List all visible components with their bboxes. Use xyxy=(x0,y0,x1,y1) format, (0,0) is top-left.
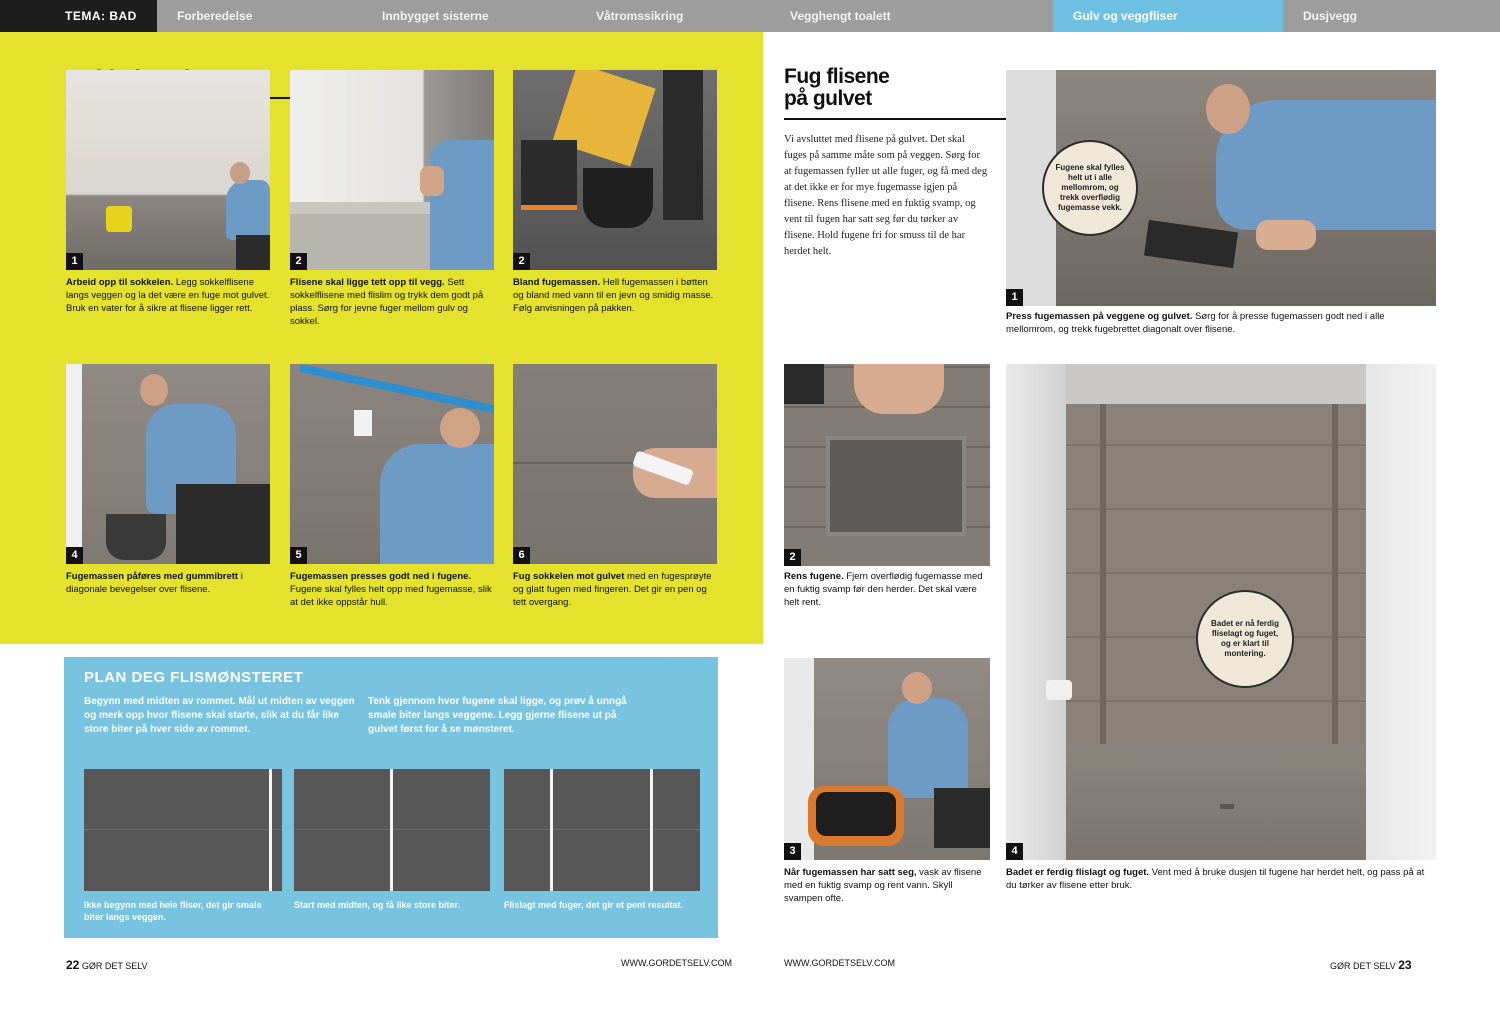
magazine-name-left: GØR DET SELV xyxy=(81,961,148,971)
page-number-right: 23 xyxy=(1398,958,1412,972)
step-r2-caption xyxy=(784,570,990,630)
step-6-caption-lead: Fug sokkelen mot gulvet xyxy=(513,571,625,582)
tile-sample-2 xyxy=(294,769,490,891)
step-2-caption-lead: Flisene skal ligge tett opp til vegg. xyxy=(290,277,445,288)
step-r4-caption-lead: Badet er ferdig flislagt og fuget. xyxy=(1006,867,1150,878)
right-heading-line-1: Fug flisene xyxy=(784,65,890,88)
footer-url-right[interactable]: WWW.GORDETSELV.COM xyxy=(784,958,896,968)
nav-tab-forberedelse[interactable]: Forberedelse xyxy=(177,9,253,23)
tile-sample-1 xyxy=(84,769,282,891)
tile-pattern-info-box xyxy=(64,657,718,938)
step-2-photo xyxy=(290,70,494,270)
step-3-caption xyxy=(513,276,717,336)
step-r4-number: 4 xyxy=(1006,843,1023,860)
intro-paragraph: Vi avsluttet med flisene på gulvet. Det skal fuges på samme måte som på veggen. Sørg for at fugemassen fyller ut alle fuger, og få med deg at det ikke er for mye fugemasse igjen på flisene. Rens flisene med en fuktig svamp, og vent til fugen har satt seg før du tørker av flisene. Hold fugene fri for smuss til de har herdet helt. xyxy=(784,134,988,257)
tip-bubble-2: Badet er nå ferdig fliselagt og fuget, og er klart til montering. xyxy=(1196,590,1294,688)
step-r2-caption-lead: Rens fugene. xyxy=(784,571,844,582)
step-r2-photo xyxy=(784,364,990,566)
nav-tab-dusjvegg[interactable]: Dusjvegg xyxy=(1303,9,1358,23)
page-number-left: 22 xyxy=(66,958,80,972)
step-r1-caption-text: Sørg for å presse fugemassen godt ned i alle mellomrom, og trekk fugebrettet diagonalt over flisene. xyxy=(1006,311,1385,335)
step-4-caption xyxy=(66,570,270,616)
magazine-name-right: GØR DET SELV xyxy=(1330,961,1396,971)
nav-tab-sisterne[interactable]: Innbygget sisterne xyxy=(382,9,489,23)
footer-left xyxy=(66,958,148,972)
step-4-caption-text: i diagonale bevegelser over flisene. xyxy=(66,571,243,595)
step-3-caption-lead: Bland fugemassen. xyxy=(513,277,601,288)
step-3-photo xyxy=(513,70,717,270)
footer-right xyxy=(1330,958,1412,972)
step-r1-caption-lead: Press fugemassen på veggene og gulvet. xyxy=(1006,311,1193,322)
nav-tab-fliser-active[interactable]: Gulv og veggfliser xyxy=(1053,0,1283,32)
step-1-caption-lead: Arbeid opp til sokkelen. xyxy=(66,277,174,288)
footer-url-left[interactable]: WWW.GORDETSELV.COM xyxy=(621,958,733,968)
step-r3-caption-lead: Når fugemassen har satt seg, xyxy=(784,867,917,878)
right-heading-underline xyxy=(784,118,1006,120)
step-r4-caption xyxy=(1006,866,1436,912)
info-box-text-col-2: Tenk gjennom hvor fugene skal ligge, og prøv å unngå smale biter langs veggene. Legg gjerne flisene ut på gulvet først for å se mønsteret. xyxy=(368,696,627,735)
info-box-text-col-1: Begynn med midten av rommet. Mål ut midten av veggen og merk opp hvor flisene skal starte, slik at du får like store biter på hver side av rommet. xyxy=(84,696,355,735)
step-1-caption xyxy=(66,276,270,336)
step-2-caption xyxy=(290,276,494,336)
step-6-photo xyxy=(513,364,717,564)
nav-tab-vatromssikring[interactable]: Våtromssikring xyxy=(596,9,684,23)
step-r2-number: 2 xyxy=(784,549,801,566)
step-4-caption-lead: Fugemassen påføres med gummibrett xyxy=(66,571,239,582)
right-heading-line-2: på gulvet xyxy=(784,87,872,110)
tile-sample-3 xyxy=(504,769,700,891)
info-box-title: PLAN DEG FLISMØNSTERET xyxy=(84,669,304,686)
step-r3-caption xyxy=(784,866,990,926)
step-5-photo xyxy=(290,364,494,564)
step-6-number: 6 xyxy=(513,547,530,564)
step-3-number: 2 xyxy=(513,253,530,270)
step-r3-photo xyxy=(784,658,990,860)
step-2-caption-text: Sett sokkelflisene med flislim og trykk dem godt på plass. Sørg for jevne fuger mellom gulv og sokkel. xyxy=(290,277,484,327)
step-4-number: 4 xyxy=(66,547,83,564)
step-r2-caption-text: Fjern overflødig fugemasse med en fuktig svamp før den herder. Det skal være helt rent. xyxy=(784,571,983,608)
step-r3-caption-text: vask av flisene med en fuktig svamp og rent vann. Skyll svampen ofte. xyxy=(784,867,982,904)
tip-bubble-1: Fugene skal fylles helt ut i alle mellomrom, og trekk overflødig fugemasse vekk. xyxy=(1042,140,1138,236)
step-5-number: 5 xyxy=(290,547,307,564)
step-r1-caption xyxy=(1006,310,1436,350)
step-r1-number: 1 xyxy=(1006,289,1023,306)
nav-tab-vegghengt-toalett[interactable]: Vegghengt toalett xyxy=(790,9,891,23)
step-5-caption-text: Fugene skal fylles helt opp med fugemasse, slik at det ikke oppstår hull. xyxy=(290,584,492,608)
step-5-caption-lead: Fugemassen presses godt ned i fugene. xyxy=(290,571,472,582)
nav-section-brand: TEMA: BAD xyxy=(0,0,157,32)
step-5-caption xyxy=(290,570,494,616)
step-3-caption-text: Hell fugemassen i bøtten og bland med vann til en jevn og smidig masse. Følg anvisningen på pakken. xyxy=(513,277,714,314)
step-r4-caption-text: Vent med å bruke dusjen til fugene har herdet helt, og pass på at du tørker av flisene etter bruk. xyxy=(1006,867,1425,891)
step-6-caption-text: med en fugesprøyte og glatt fugen med fingeren. Det gir en pen og tett overgang. xyxy=(513,571,712,608)
step-1-caption-text: Legg sokkelflisene langs veggen og la det være en fuge mot gulvet. Bruk en vater for å sikre at flisene ligger rett. xyxy=(66,277,270,314)
step-1-photo xyxy=(66,70,270,270)
right-heading xyxy=(784,66,984,110)
step-6-caption xyxy=(513,570,717,616)
tile-sample-2-caption: Start med midten, og få like store biter. xyxy=(294,900,461,910)
step-4-photo xyxy=(66,364,270,564)
step-2-number: 2 xyxy=(290,253,307,270)
step-r3-number: 3 xyxy=(784,843,801,860)
top-nav-bar xyxy=(0,0,1500,32)
tile-sample-3-caption: Flislagt med fuger, det gir et pent resultat. xyxy=(504,900,684,910)
tile-sample-1-caption: Ikke begynn med hele fliser, det gir smale biter langs veggen. xyxy=(84,900,262,922)
step-1-number: 1 xyxy=(66,253,83,270)
